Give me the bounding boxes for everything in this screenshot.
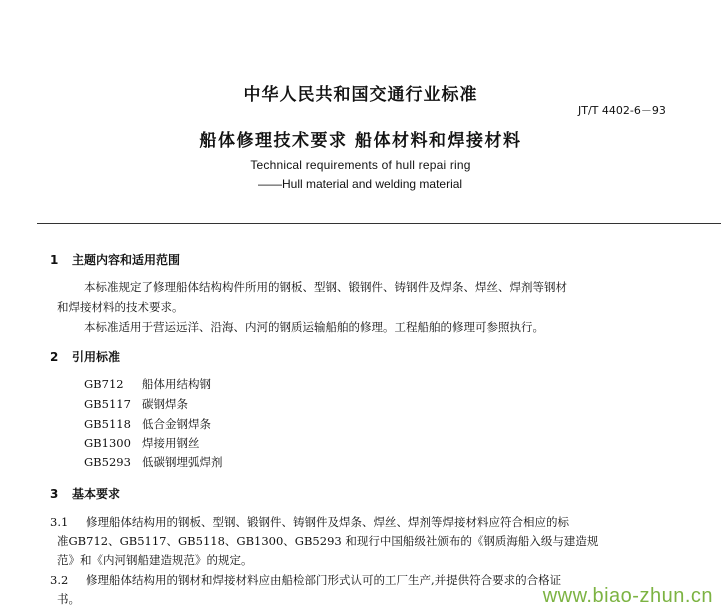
header-divider [37,223,721,224]
clause-3-2-line-1 [50,572,561,588]
section-1-paragraph-2: 本标准适用于营运远洋、沿海、内河的钢质运输船舶的修理。工程船舶的修理可参照执行。 [84,320,544,334]
reference-standard-name: 焊接用钢丝 [142,436,200,450]
section-1-paragraph-1-line-1: 本标准规定了修理船体结构构件所用的钢板、型钢、锻钢件、铸钢件及焊条、焊丝、焊剂等钢材 [84,280,567,294]
section-3-heading [50,485,120,502]
reference-standard-code: GB1300 [84,436,131,450]
reference-standard-name: 船体用结构钢 [142,377,211,391]
reference-standard-item [84,454,223,470]
section-3-number: 3 [50,487,59,501]
clause-3-1-line-2: 准GB712、GB5117、GB5118、GB1300、GB5293 和现行中国船级社颁布的《钢质海船入级与建造规 [57,534,599,548]
reference-standard-code: GB5117 [84,397,131,411]
reference-standard-code: GB5118 [84,417,131,431]
document-title-chinese: 船体修理技术要求 船体材料和焊接材料 [199,131,522,151]
clause-3-1-text: 修理船体结构用的钢板、型钢、锻钢件、铸钢件及焊条、焊丝、焊剂等焊接材料应符合相应的标 [86,515,569,529]
clause-3-2-text: 修理船体结构用的钢材和焊接材料应由船检部门形式认可的工厂生产,并提供符合要求的合格证 [86,573,562,587]
reference-standard-code: GB5293 [84,455,131,469]
clause-3-2-number: 3.2 [50,573,69,587]
clause-3-1-line-1 [50,514,569,530]
section-3-title: 基本要求 [72,487,121,501]
reference-standard-item [84,396,188,412]
section-1-number: 1 [50,253,59,267]
clause-3-1-line-3: 范》和《内河钢船建造规范》的规定。 [57,553,253,567]
standard-organization-heading: 中华人民共和国交通行业标准 [243,85,478,105]
reference-standard-name: 低合金钢焊条 [142,417,211,431]
section-2-title: 引用标准 [72,350,121,364]
reference-standard-item [84,376,211,392]
reference-standard-item [84,435,200,451]
clause-3-1-number: 3.1 [50,515,69,529]
reference-standard-item [84,416,211,432]
standard-code: JT/T 4402-6－93 [578,104,666,117]
site-watermark: www.biao-zhun.cn [542,585,713,607]
clause-3-2-line-2: 书。 [57,592,80,606]
reference-standard-name: 低碳钢埋弧焊剂 [142,455,223,469]
section-1-heading [50,251,180,268]
section-1-title: 主题内容和适用范围 [72,253,181,267]
section-2-number: 2 [50,350,59,364]
section-2-heading [50,348,120,365]
reference-standard-name: 碳钢焊条 [142,397,188,411]
document-title-english: Technical requirements of hull repai ring [250,158,471,172]
document-subtitle-english: ——Hull material and welding material [258,177,463,191]
section-1-paragraph-1-line-2: 和焊接材料的技术要求。 [57,300,184,314]
reference-standard-code: GB712 [84,377,124,391]
